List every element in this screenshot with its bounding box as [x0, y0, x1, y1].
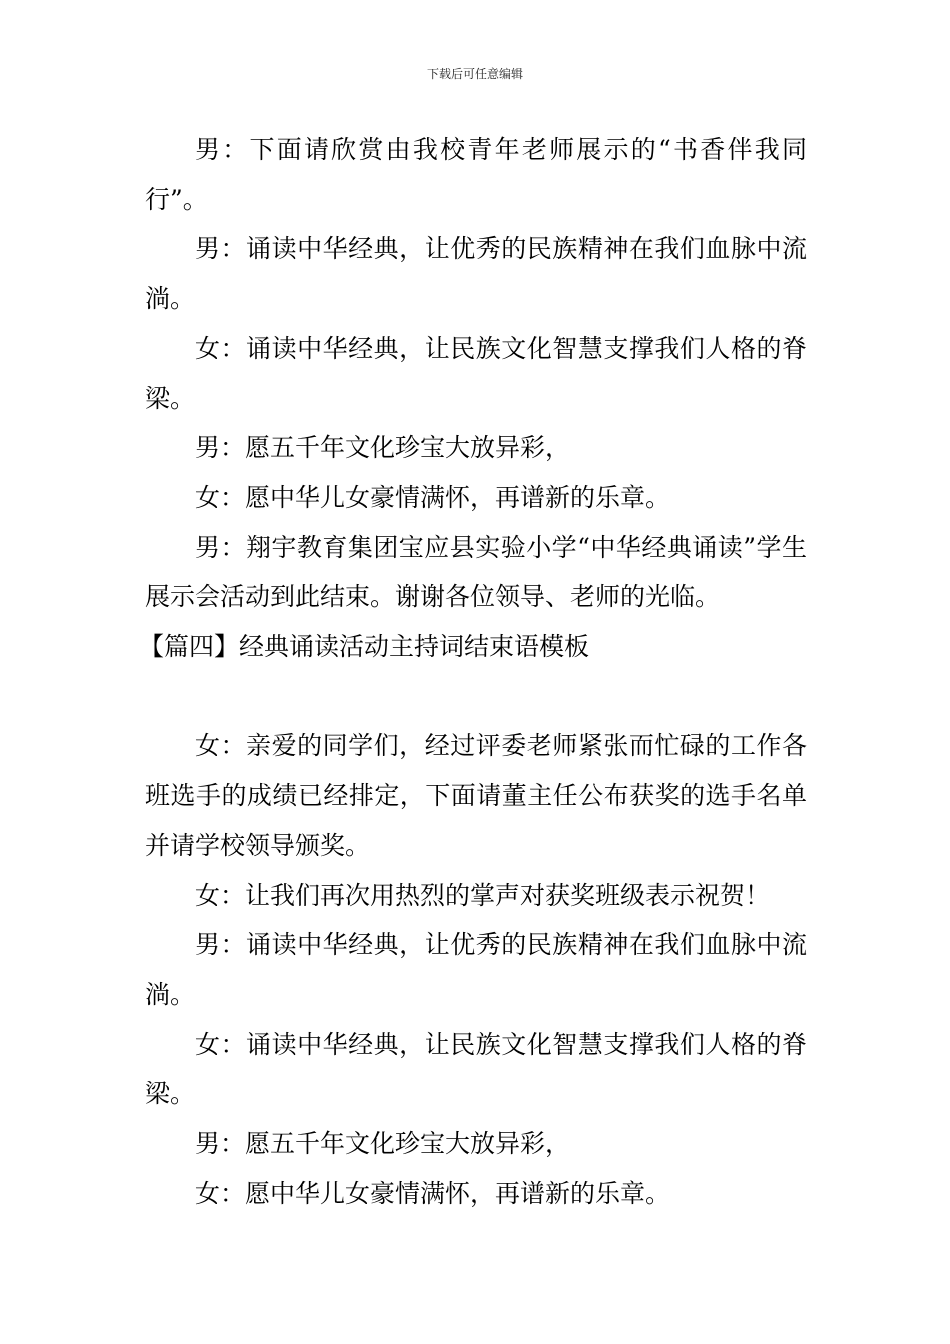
paragraph: 女：让我们再次用热烈的掌声对获奖班级表示祝贺！	[195, 880, 771, 910]
paragraph: 女：亲爱的同学们，经过评委老师紧张而忙碌的工作各班选手的成绩已经排定，下面请董主任公布获奖的选手名单并请学校领导颁奖。	[145, 731, 807, 860]
paragraph: 女：愿中华儿女豪情满怀，再谱新的乐章。	[195, 482, 671, 512]
paragraph: 女：愿中华儿女豪情满怀，再谱新的乐章。	[195, 1178, 671, 1208]
document-body	[139, 125, 807, 1218]
paragraph: 男：翔宇教育集团宝应县实验小学“中华经典诵读”学生展示会活动到此结束。谢谢各位领导、老师的光临。	[145, 532, 807, 612]
page-header: 下载后可任意编辑	[426, 67, 523, 81]
paragraph: 男：愿五千年文化珍宝大放异彩，	[195, 1129, 571, 1159]
paragraph: 男：下面请欣赏由我校青年老师展示的“书香伴我同行”。	[145, 135, 807, 214]
paragraph: 女：诵读中华经典，让民族文化智慧支撑我们人格的脊梁。	[145, 1029, 807, 1109]
paragraph: 男：诵读中华经典，让优秀的民族精神在我们血脉中流淌。	[145, 930, 807, 1009]
paragraph: 男：诵读中华经典，让优秀的民族精神在我们血脉中流淌。	[145, 234, 807, 314]
paragraph: 男：愿五千年文化珍宝大放异彩，	[195, 433, 571, 463]
section-title: 【篇四】经典诵读活动主持词结束语模板	[139, 632, 590, 662]
blank-line	[145, 672, 807, 722]
paragraph: 女：诵读中华经典，让民族文化智慧支撑我们人格的脊梁。	[145, 333, 807, 413]
